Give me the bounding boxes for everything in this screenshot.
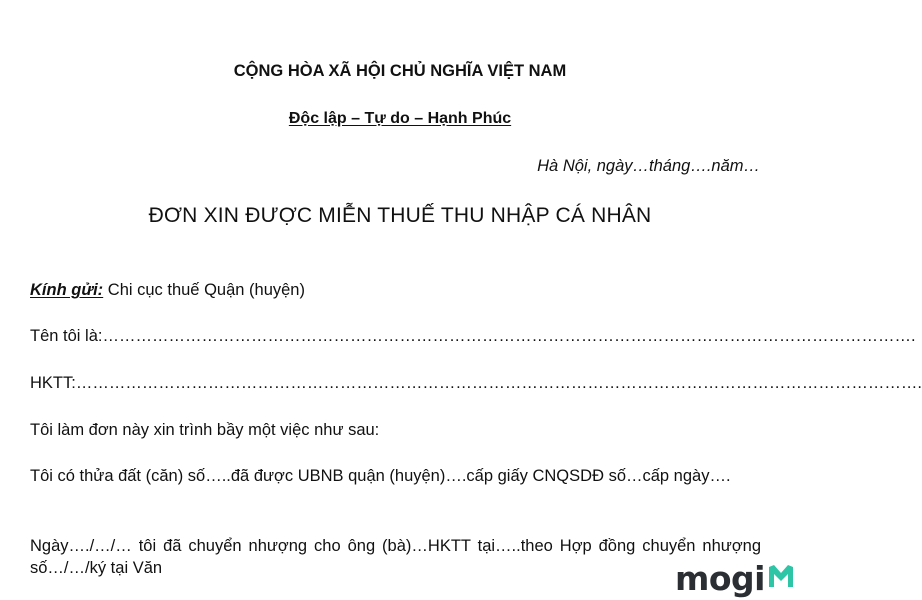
motto-heading: Độc lập – Tự do – Hạnh Phúc bbox=[288, 110, 512, 127]
logo-text: mogi bbox=[675, 558, 765, 598]
paragraph-transfer: Ngày…./…/… tôi đã chuyển nhượng cho ông (bà)…HKTT tại…..theo Hợp đồng chuyển nhượng số…/…/ký tại Văn bbox=[30, 537, 761, 577]
recipient-line bbox=[30, 279, 761, 301]
residence-line: HKTT:………………………………………………………………………………………………………………………………………. bbox=[30, 374, 922, 392]
recipient-value: Chi cục thuế Quận (huyện) bbox=[103, 281, 305, 299]
intro-line: Tôi làm đơn này xin trình bầy một việc như sau: bbox=[30, 421, 380, 439]
mogi-logo bbox=[675, 558, 794, 598]
paragraph-land: Tôi có thửa đất (căn) số…..đã được UBNB quận (huyện)….cấp giấy CNQSDĐ số…cấp ngày…. bbox=[30, 467, 731, 485]
place-date-line: Hà Nội, ngày…tháng….năm… bbox=[537, 157, 760, 175]
name-line: Tên tôi là:…………………………………………………………………………………………………………………………………. bbox=[30, 327, 916, 345]
mogi-m-icon bbox=[768, 564, 794, 593]
nation-heading: CỘNG HÒA XÃ HỘI CHỦ NGHĨA VIỆT NAM bbox=[233, 62, 567, 80]
document-title: ĐƠN XIN ĐƯỢC MIỄN THUẾ THU NHẬP CÁ NHÂN bbox=[148, 204, 652, 227]
recipient-label: Kính gửi: bbox=[30, 281, 104, 299]
